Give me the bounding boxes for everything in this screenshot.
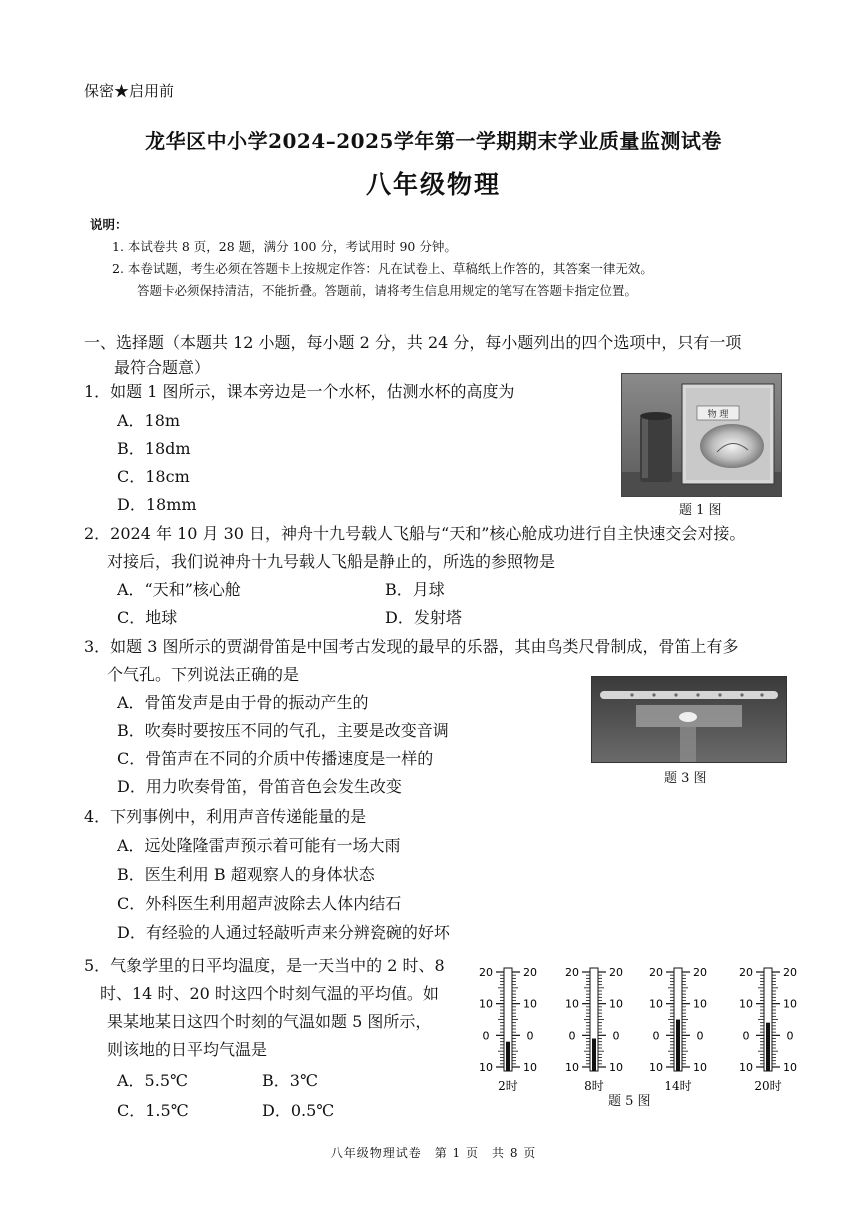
scale-label: 20 (783, 966, 797, 979)
q3-option-b: B．吹奏时要按压不同的气孔，主要是改变音调 (117, 721, 449, 740)
thermometer-liquid (592, 1039, 596, 1072)
scale-label: 20 (523, 966, 537, 979)
exam-subject: 八年级物理 (365, 170, 501, 199)
q5-option-d: D．0.5℃ (262, 1101, 335, 1120)
q3-option-d: D．用力吹奏骨笛，骨笛音色会发生改变 (117, 777, 402, 796)
scale-label: 0 (482, 1029, 490, 1043)
figure-5-caption: 题 5 图 (608, 1094, 651, 1109)
instructions-label: 说明： (90, 217, 128, 232)
thermometer-time-label: 8时 (584, 1079, 604, 1093)
question-4-stem: 4．下列事例中，利用声音传递能量的是 (84, 807, 367, 826)
q2-option-c: C．地球 (117, 608, 178, 627)
section-heading-line: 最符合题意） (114, 358, 211, 377)
scale-label: 10 (783, 997, 797, 1011)
confidential-mark: 保密★启用前 (84, 82, 175, 100)
scale-label: 0 (652, 1029, 660, 1043)
scale-label: 10 (783, 1061, 797, 1074)
question-5-stem-cont: 果某地某日这四个时刻的气温如题 5 图所示， (107, 1012, 432, 1031)
question-2-stem: 2．2024 年 10 月 30 日，神舟十九号载人飞船与“天和”核心舱成功进行自主快速交会对接。 (84, 524, 746, 543)
question-3-stem: 3．如题 3 图所示的贾湖骨笛是中国考古发现的最早的乐器，其由鸟类尺骨制成，骨笛上有多 (84, 637, 739, 656)
figure-3-caption: 题 3 图 (664, 771, 707, 786)
q1-option-c: C．18cm (117, 467, 190, 486)
question-5-stem-cont: 时、14 时、20 时这四个时刻气温的平均值。如 (100, 984, 439, 1003)
scale-label: 10 (523, 1061, 537, 1074)
question-5-stem: 5．气象学里的日平均温度，是一天当中的 2 时、8 (84, 956, 445, 975)
scale-label: 20 (693, 966, 707, 979)
figure-5-thermometers (470, 962, 800, 1102)
q4-option-b: B．医生利用 B 超观察人的身体状态 (117, 865, 375, 884)
scale-label: 10 (649, 1061, 663, 1074)
scale-label: 10 (609, 1061, 623, 1074)
q5-option-b: B．3℃ (262, 1071, 318, 1090)
scale-label: 10 (693, 1061, 707, 1074)
scale-label: 0 (696, 1029, 704, 1043)
q1-option-a: A．18m (117, 411, 181, 430)
instruction-item: 答题卡必须保持清洁，不能折叠。答题前，请将考生信息用规定的笔写在答题卡指定位置。 (137, 283, 638, 298)
thermometer-time-label: 2时 (498, 1079, 518, 1093)
question-1-stem: 1．如题 1 图所示，课本旁边是一个水杯，估测水杯的高度为 (84, 382, 515, 401)
figure-1-caption: 题 1 图 (679, 503, 722, 518)
question-2-stem-cont: 对接后，我们说神舟十九号载人飞船是静止的，所选的参照物是 (107, 552, 556, 571)
q5-option-a: A．5.5℃ (117, 1071, 188, 1090)
q4-option-a: A．远处隆隆雷声预示着可能有一场大雨 (117, 836, 401, 855)
scale-label: 0 (612, 1029, 620, 1043)
question-5-stem-cont: 则该地的日平均气温是 (107, 1040, 268, 1059)
q1-option-b: B．18dm (117, 439, 191, 458)
q2-option-b: B．月球 (385, 580, 445, 599)
thermometer-liquid (506, 1042, 510, 1071)
instruction-item: 2. 本卷试题，考生必须在答题卡上按规定作答：凡在试卷上、草稿纸上作答的，其答案一律无效。 (112, 261, 653, 276)
scale-label: 10 (523, 997, 537, 1011)
question-3-stem-cont: 个气孔。下列说法正确的是 (107, 665, 300, 684)
scale-label: 10 (565, 997, 579, 1011)
thermometer-time-label: 20时 (754, 1079, 782, 1093)
q1-option-d: D．18mm (117, 495, 197, 514)
page-footer: 八年级物理试卷 第 1 页 共 8 页 (330, 1146, 537, 1160)
figure-1-photo (621, 373, 782, 497)
scale-label: 10 (649, 997, 663, 1011)
instruction-item: 1. 本试卷共 8 页，28 题，满分 100 分，考试用时 90 分钟。 (112, 239, 457, 254)
thermometer-1 (476, 962, 540, 1097)
scale-label: 20 (739, 966, 753, 979)
book-title-label: 物 理 (707, 410, 729, 420)
q5-option-c: C．1.5℃ (117, 1101, 189, 1120)
thermometer-4 (736, 962, 800, 1097)
scale-label: 10 (479, 997, 493, 1011)
q3-option-a: A．骨笛发声是由于骨的振动产生的 (117, 693, 369, 712)
scale-label: 20 (609, 966, 623, 979)
instructions (90, 214, 653, 302)
scale-label: 10 (565, 1061, 579, 1074)
scale-label: 20 (479, 966, 493, 979)
thermometer-liquid (676, 1020, 680, 1072)
figure-3-photo (591, 676, 787, 763)
q2-option-a: A．“天和”核心舱 (117, 580, 241, 599)
scale-label: 0 (742, 1029, 750, 1043)
scale-label: 0 (526, 1029, 534, 1043)
q4-option-d: D．有经验的人通过轻敲听声来分辨瓷碗的好坏 (117, 923, 450, 942)
scale-label: 10 (609, 997, 623, 1011)
scale-label: 0 (568, 1029, 576, 1043)
thermometer-time-label: 14时 (664, 1079, 692, 1093)
q4-option-c: C．外科医生利用超声波除去人体内结石 (117, 894, 402, 913)
exam-title: 龙华区中小学2024–2025学年第一学期期末学业质量监测试卷 (145, 129, 722, 153)
scale-label: 10 (693, 997, 707, 1011)
q2-option-d: D．发射塔 (385, 608, 462, 627)
scale-label: 0 (786, 1029, 794, 1043)
scale-label: 20 (649, 966, 663, 979)
thermometer-2 (562, 962, 626, 1097)
thermometer-3 (646, 962, 710, 1097)
scale-label: 10 (739, 997, 753, 1011)
scale-label: 10 (739, 1061, 753, 1074)
thermometer-liquid (766, 1023, 770, 1071)
section-heading-line: 一、选择题（本题共 12 小题，每小题 2 分，共 24 分，每小题列出的四个选项中，只有一项 (84, 333, 742, 352)
scale-label: 10 (479, 1061, 493, 1074)
scale-label: 20 (565, 966, 579, 979)
q3-option-c: C．骨笛声在不同的介质中传播速度是一样的 (117, 749, 434, 768)
